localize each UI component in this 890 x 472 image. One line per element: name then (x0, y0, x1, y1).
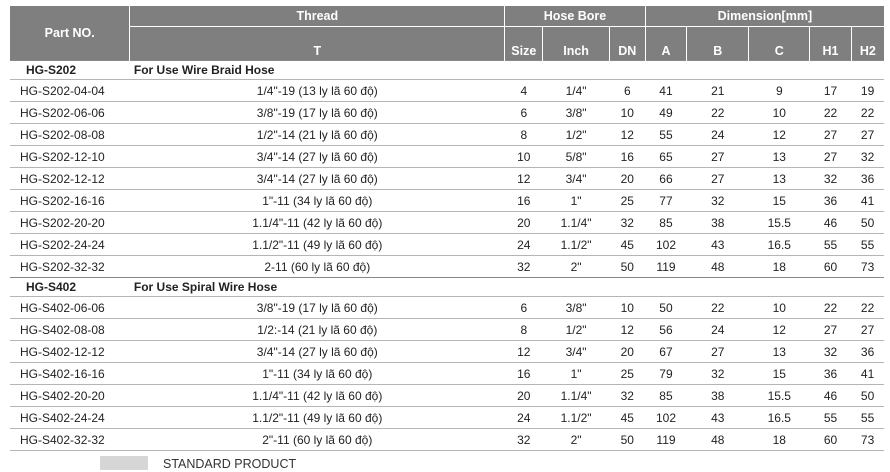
part-no-cell: HG-S202-32-32 (10, 256, 130, 278)
inch-cell: 1" (543, 363, 609, 385)
a-cell: 65 (645, 146, 686, 168)
table-body (10, 61, 884, 451)
part-no-cell: HG-S402-06-06 (10, 297, 130, 319)
dimension-header: Dimension[mm] (645, 6, 884, 27)
h2-cell: 41 (851, 363, 884, 385)
thread-cell: 1.1/4"-11 (42 ly lã 60 độ) (130, 385, 505, 407)
c-cell: 18 (749, 256, 810, 278)
h2-cell: 36 (851, 341, 884, 363)
inch-header: Inch (543, 27, 609, 61)
part-no-cell: HG-S202-20-20 (10, 212, 130, 234)
c-cell: 16.5 (749, 407, 810, 429)
table-row (10, 124, 884, 146)
h1-cell: 27 (810, 146, 851, 168)
part-no-cell: HG-S202-24-24 (10, 234, 130, 256)
thread-cell: 3/4"-14 (27 ly lã 60 độ) (130, 168, 505, 190)
h2-cell: 50 (851, 385, 884, 407)
c-cell: 15 (749, 363, 810, 385)
h1-header: H1 (810, 27, 851, 61)
h2-cell: 73 (851, 256, 884, 278)
a-header: A (645, 27, 686, 61)
section-header-row (10, 61, 884, 80)
thread-cell: 1/2"-14 (21 ly lã 60 độ) (130, 124, 505, 146)
c-cell: 16.5 (749, 234, 810, 256)
h1-cell: 32 (810, 341, 851, 363)
part-no-cell: HG-S402-32-32 (10, 429, 130, 451)
inch-cell: 1" (543, 190, 609, 212)
hose-bore-header: Hose Bore (505, 6, 646, 27)
size-cell: 12 (505, 341, 543, 363)
table-row (10, 102, 884, 124)
size-cell: 8 (505, 319, 543, 341)
a-cell: 49 (645, 102, 686, 124)
b-cell: 43 (687, 234, 749, 256)
thread-cell: 1.1/2"-11 (49 ly lã 60 độ) (130, 407, 505, 429)
table-row (10, 429, 884, 451)
thread-cell: 1/2:-14 (21 ly lã 60 độ) (130, 319, 505, 341)
h1-cell: 27 (810, 124, 851, 146)
section-header-row (10, 278, 884, 297)
dn-cell: 20 (609, 168, 645, 190)
dn-header: DN (609, 27, 645, 61)
h1-cell: 55 (810, 407, 851, 429)
table-header (10, 6, 884, 61)
table-row (10, 319, 884, 341)
b-cell: 21 (687, 80, 749, 102)
h2-cell: 22 (851, 102, 884, 124)
dn-cell: 12 (609, 319, 645, 341)
size-cell: 20 (505, 212, 543, 234)
h2-cell: 36 (851, 168, 884, 190)
h2-cell: 27 (851, 124, 884, 146)
b-cell: 24 (687, 319, 749, 341)
b-cell: 32 (687, 190, 749, 212)
h1-cell: 60 (810, 256, 851, 278)
inch-cell: 1/2" (543, 319, 609, 341)
h2-cell: 50 (851, 212, 884, 234)
thread-cell: 3/8"-19 (17 ly lã 60 độ) (130, 297, 505, 319)
section-code: HG-S402 (10, 278, 130, 297)
dn-cell: 20 (609, 341, 645, 363)
a-cell: 102 (645, 234, 686, 256)
thread-cell: 3/8"-19 (17 ly lã 60 độ) (130, 102, 505, 124)
thread-cell: 1"-11 (34 ly lã 60 độ) (130, 190, 505, 212)
section-code: HG-S202 (10, 61, 130, 80)
thread-sub-header: T (130, 27, 505, 61)
inch-cell: 1.1/2" (543, 407, 609, 429)
size-cell: 8 (505, 124, 543, 146)
a-cell: 119 (645, 256, 686, 278)
size-cell: 16 (505, 190, 543, 212)
size-cell: 16 (505, 363, 543, 385)
size-header: Size (505, 27, 543, 61)
part-no-cell: HG-S402-20-20 (10, 385, 130, 407)
c-cell: 13 (749, 341, 810, 363)
thread-cell: 1"-11 (34 ly lã 60 độ) (130, 363, 505, 385)
dn-cell: 6 (609, 80, 645, 102)
inch-cell: 3/4" (543, 168, 609, 190)
b-cell: 27 (687, 341, 749, 363)
part-no-cell: HG-S202-16-16 (10, 190, 130, 212)
inch-cell: 3/8" (543, 297, 609, 319)
dn-cell: 12 (609, 124, 645, 146)
inch-cell: 1/2" (543, 124, 609, 146)
b-cell: 32 (687, 363, 749, 385)
h2-cell: 55 (851, 234, 884, 256)
thread-cell: 2"-11 (60 ly lã 60 độ) (130, 429, 505, 451)
table-row (10, 363, 884, 385)
thread-header: Thread (130, 6, 505, 27)
size-cell: 24 (505, 407, 543, 429)
h2-cell: 32 (851, 146, 884, 168)
inch-cell: 2" (543, 429, 609, 451)
thread-cell: 3/4"-14 (27 ly lã 60 độ) (130, 146, 505, 168)
c-cell: 15 (749, 190, 810, 212)
part-no-cell: HG-S402-12-12 (10, 341, 130, 363)
part-no-cell: HG-S202-08-08 (10, 124, 130, 146)
a-cell: 66 (645, 168, 686, 190)
table-row (10, 234, 884, 256)
size-cell: 20 (505, 385, 543, 407)
a-cell: 77 (645, 190, 686, 212)
inch-cell: 1.1/4" (543, 212, 609, 234)
inch-cell: 5/8" (543, 146, 609, 168)
c-cell: 13 (749, 146, 810, 168)
c-cell: 9 (749, 80, 810, 102)
table-row (10, 190, 884, 212)
dn-cell: 45 (609, 234, 645, 256)
dn-cell: 45 (609, 407, 645, 429)
a-cell: 85 (645, 385, 686, 407)
table-row (10, 407, 884, 429)
h1-cell: 32 (810, 168, 851, 190)
dn-cell: 25 (609, 363, 645, 385)
inch-cell: 1/4" (543, 80, 609, 102)
a-cell: 56 (645, 319, 686, 341)
part-no-cell: HG-S202-04-04 (10, 80, 130, 102)
spec-table (10, 6, 884, 451)
c-cell: 12 (749, 124, 810, 146)
h1-cell: 36 (810, 363, 851, 385)
a-cell: 67 (645, 341, 686, 363)
h2-cell: 22 (851, 297, 884, 319)
dn-cell: 32 (609, 212, 645, 234)
h1-cell: 55 (810, 234, 851, 256)
table-row (10, 341, 884, 363)
b-cell: 48 (687, 429, 749, 451)
a-cell: 79 (645, 363, 686, 385)
h2-cell: 19 (851, 80, 884, 102)
b-cell: 38 (687, 385, 749, 407)
section-description: For Use Spiral Wire Hose (130, 278, 884, 297)
size-cell: 12 (505, 168, 543, 190)
b-cell: 48 (687, 256, 749, 278)
a-cell: 50 (645, 297, 686, 319)
b-cell: 27 (687, 146, 749, 168)
a-cell: 41 (645, 80, 686, 102)
c-cell: 18 (749, 429, 810, 451)
table-row (10, 80, 884, 102)
h1-cell: 60 (810, 429, 851, 451)
h1-cell: 46 (810, 212, 851, 234)
h1-cell: 22 (810, 297, 851, 319)
h1-cell: 36 (810, 190, 851, 212)
a-cell: 85 (645, 212, 686, 234)
dn-cell: 50 (609, 429, 645, 451)
size-cell: 6 (505, 102, 543, 124)
table-row (10, 256, 884, 278)
section-description: For Use Wire Braid Hose (130, 61, 884, 80)
size-cell: 24 (505, 234, 543, 256)
dn-cell: 16 (609, 146, 645, 168)
inch-cell: 1.1/4" (543, 385, 609, 407)
table-row (10, 385, 884, 407)
part-no-header: Part NO. (10, 6, 130, 61)
b-cell: 22 (687, 102, 749, 124)
standard-product-swatch (100, 456, 148, 470)
table-row (10, 146, 884, 168)
inch-cell: 1.1/2" (543, 234, 609, 256)
h2-cell: 55 (851, 407, 884, 429)
b-cell: 38 (687, 212, 749, 234)
h2-cell: 27 (851, 319, 884, 341)
size-cell: 6 (505, 297, 543, 319)
c-cell: 10 (749, 102, 810, 124)
part-no-cell: HG-S202-12-10 (10, 146, 130, 168)
c-cell: 12 (749, 319, 810, 341)
table-row (10, 297, 884, 319)
a-cell: 102 (645, 407, 686, 429)
thread-cell: 1.1/2"-11 (49 ly lã 60 độ) (130, 234, 505, 256)
b-cell: 27 (687, 168, 749, 190)
c-cell: 15.5 (749, 385, 810, 407)
h2-header: H2 (851, 27, 884, 61)
dn-cell: 32 (609, 385, 645, 407)
b-cell: 22 (687, 297, 749, 319)
size-cell: 32 (505, 429, 543, 451)
a-cell: 119 (645, 429, 686, 451)
c-cell: 15.5 (749, 212, 810, 234)
dn-cell: 10 (609, 297, 645, 319)
h2-cell: 41 (851, 190, 884, 212)
dn-cell: 50 (609, 256, 645, 278)
inch-cell: 3/4" (543, 341, 609, 363)
thread-cell: 2-11 (60 ly lã 60 độ) (130, 256, 505, 278)
dn-cell: 10 (609, 102, 645, 124)
b-cell: 24 (687, 124, 749, 146)
h1-cell: 46 (810, 385, 851, 407)
h1-cell: 17 (810, 80, 851, 102)
inch-cell: 2" (543, 256, 609, 278)
table-row (10, 212, 884, 234)
c-header: C (749, 27, 810, 61)
size-cell: 4 (505, 80, 543, 102)
h1-cell: 22 (810, 102, 851, 124)
legend-label: STANDARD PRODUCT (163, 457, 297, 471)
inch-cell: 3/8" (543, 102, 609, 124)
part-no-cell: HG-S402-24-24 (10, 407, 130, 429)
c-cell: 10 (749, 297, 810, 319)
table-row (10, 168, 884, 190)
b-header: B (687, 27, 749, 61)
b-cell: 43 (687, 407, 749, 429)
size-cell: 32 (505, 256, 543, 278)
dn-cell: 25 (609, 190, 645, 212)
a-cell: 55 (645, 124, 686, 146)
h2-cell: 73 (851, 429, 884, 451)
part-no-cell: HG-S402-08-08 (10, 319, 130, 341)
part-no-cell: HG-S202-06-06 (10, 102, 130, 124)
size-cell: 10 (505, 146, 543, 168)
c-cell: 13 (749, 168, 810, 190)
thread-cell: 1.1/4"-11 (42 ly lã 60 độ) (130, 212, 505, 234)
part-no-cell: HG-S402-16-16 (10, 363, 130, 385)
h1-cell: 27 (810, 319, 851, 341)
thread-cell: 3/4"-14 (27 ly lã 60 độ) (130, 341, 505, 363)
thread-cell: 1/4"-19 (13 ly lã 60 độ) (130, 80, 505, 102)
part-no-cell: HG-S202-12-12 (10, 168, 130, 190)
